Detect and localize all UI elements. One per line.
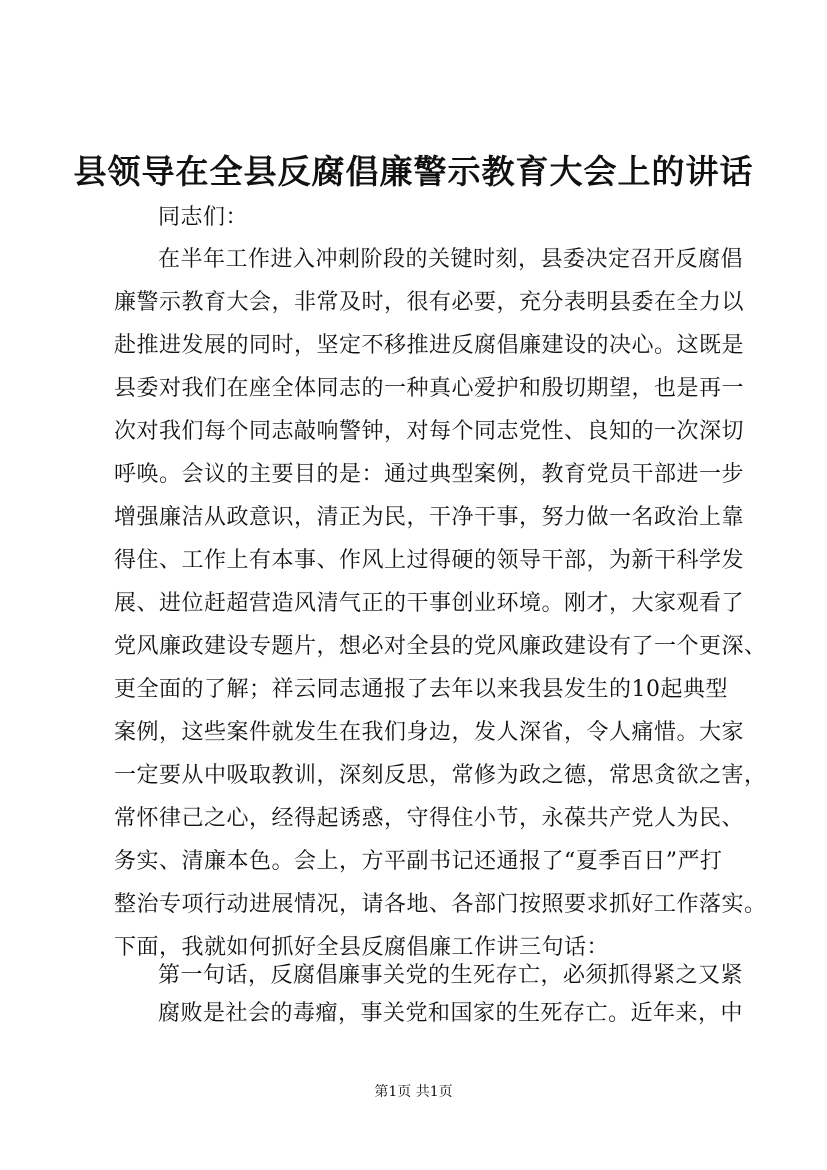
paragraph-line: 呼唤。会议的主要目的是：通过典型案例，教育党员干部进一步 [114, 462, 745, 487]
section-heading: 第一句话，反腐倡廉事关党的生死存亡，必须抓得紧之又紧 [158, 963, 744, 988]
paragraph-line: 党风廉政建设专题片，想必对全县的党风廉政建设有了一个更深、 [114, 634, 767, 659]
paragraph-line: 在半年工作进入冲刺阶段的关键时刻，县委决定召开反腐倡 [158, 247, 744, 272]
page-number: 第1页 共1页 [374, 1084, 453, 1100]
paragraph-line: 廉警示教育大会，非常及时，很有必要，充分表明县委在全力以 [114, 290, 745, 315]
paragraph-line: 县委对我们在座全体同志的一种真心爱护和殷切期望，也是再一 [114, 376, 745, 401]
paragraph-line: 更全面的了解；祥云同志通报了去年以来我县发生的10起典型 [114, 677, 728, 702]
paragraph-line: 增强廉洁从政意识，清正为民，干净干事，努力做一名政治上靠 [114, 505, 745, 530]
paragraph-line: 常怀律己之心，经得起诱惑，守得住小节，永葆共产党人为民、 [114, 806, 745, 831]
paragraph-line: 务实、清廉本色。会上，方平副书记还通报了“夏季百日”严打 [114, 849, 723, 874]
paragraph-line: 腐败是社会的毒瘤，事关党和国家的生死存亡。近年来，中 [158, 1001, 744, 1026]
paragraph-line: 次对我们每个同志敲响警钟，对每个同志党性、良知的一次深切 [114, 419, 745, 444]
document-title: 县领导在全县反腐倡廉警示教育大会上的讲话 [73, 152, 754, 191]
salutation: 同志们： [158, 205, 249, 230]
paragraph-line: 案例，这些案件就发生在我们身边，发人深省，令人痛惜。大家 [114, 720, 745, 745]
paragraph-line: 整治专项行动进展情况，请各地、各部门按照要求抓好工作落实。 [114, 892, 767, 917]
paragraph-line: 展、进位赶超营造风清气正的干事创业环境。刚才，大家观看了 [114, 591, 745, 616]
paragraph-line: 下面，我就如何抓好全县反腐倡廉工作讲三句话： [114, 935, 610, 960]
paragraph-line: 一定要从中吸取教训，深刻反思，常修为政之德，常思贪欲之害， [114, 763, 767, 788]
paragraph-line: 赴推进发展的同时，坚定不移推进反腐倡廉建设的决心。这既是 [114, 333, 745, 358]
paragraph-line: 得住、工作上有本事、作风上过得硬的领导干部，为新干科学发 [114, 548, 745, 573]
